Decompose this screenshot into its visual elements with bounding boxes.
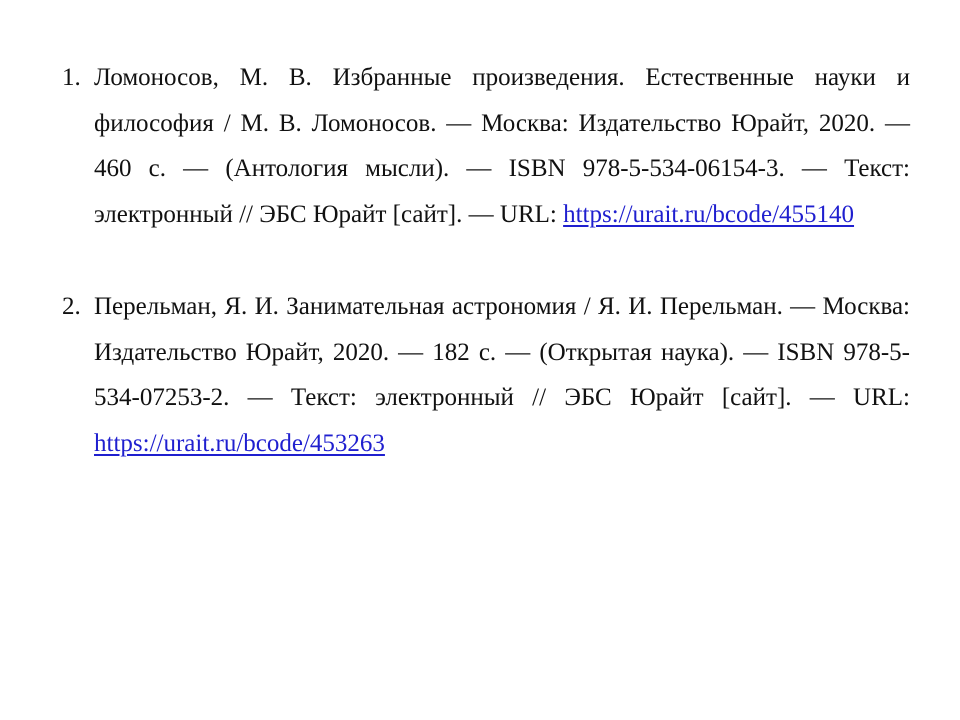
reference-number: 1. [62,64,81,91]
reference-number: 2. [62,293,81,320]
reference-text: Ломоносов, М. В. Избранные произведения. Естественные науки и философия / М. В. Ломоносов. — Москва: Издательство Юрайт, 2020. — 460 с. — (Антология мысли). — ISBN 978-5-534-06154-3. — Текст: электронный // ЭБС Юрайт [сайт]. — URL: [94,64,910,228]
reference-item-2 [62,284,910,466]
reference-url-link[interactable]: https://urait.ru/bcode/453263 [94,429,385,457]
reference-item-1 [62,55,910,237]
reference-list [62,55,910,466]
reference-text: Перельман, Я. И. Занимательная астрономия / Я. И. Перельман. — Москва: Издательство Юрайт, 2020. — 182 с. — (Открытая наука). — ISBN 978-5-534-07253-2. — Текст: электронный // ЭБС Юрайт [сайт]. — URL: [94,293,910,411]
reference-url-link[interactable]: https://urait.ru/bcode/455140 [563,200,855,228]
